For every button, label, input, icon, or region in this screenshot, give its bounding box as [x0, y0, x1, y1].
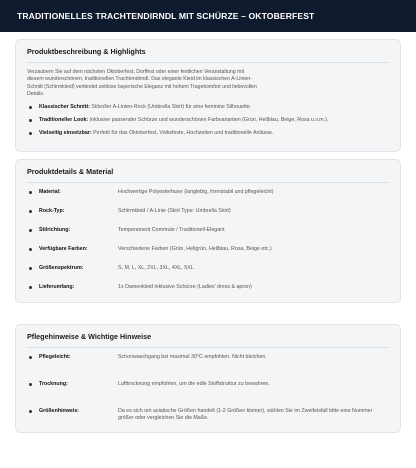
care-value: Schonwaschgang bei maximal 30°C empfohlen. Nicht bleichen.	[118, 354, 267, 361]
details-title: Produktdetails & Material	[27, 167, 114, 177]
care-row-size-note	[27, 408, 389, 422]
detail-value: 1x Damenkleid inklusive Schürze (Ladies' dress & apron)	[118, 284, 252, 291]
bullet-icon	[29, 267, 32, 270]
detail-value: Verschiedene Farben (Grün, Hellgrün, Hellblau, Rosa, Beige etc.)	[118, 246, 272, 253]
description-intro: Verzaubern Sie auf dem nächsten Oktoberfest, Dorffest oder einer festlichen Veranstaltung mit diesem wunderschönen, traditionellen Trachtendirndl. Das elegante Kleid im klassischen A-Linien-Schnitt (Schirmkleid) verbindet zeitlose bayerische Eleganz mit hohem Tragekomfort und liebevollen Details.	[27, 69, 257, 97]
bullet-icon	[29, 210, 32, 213]
highlight-text: Perfekt für das Oktoberfest, Volksfeste, Hochzeiten und traditionelle Anlässe.	[93, 130, 274, 137]
bullet-icon	[29, 383, 32, 386]
detail-value: Temperament Commute / Traditionell-Elegant	[118, 227, 225, 234]
bullet-icon	[29, 248, 32, 251]
care-divider	[27, 347, 389, 348]
page-title: TRADITIONELLES TRACHTENDIRNDL MIT SCHÜRZE – OKTOBERFEST	[17, 11, 315, 21]
detail-row-skirt-type	[27, 208, 389, 215]
details-divider	[27, 182, 389, 183]
bullet-icon	[29, 191, 32, 194]
detail-value: S, M, L, XL, 2XL, 3XL, 4XL, 5XL	[118, 265, 194, 272]
care-row-drying	[27, 381, 389, 388]
description-card	[15, 39, 401, 152]
detail-row-colors	[27, 246, 389, 253]
care-value: Da es sich um asiatische Größen handelt (1-2 Größen kleiner), wählen Sie im Zweifelsfall bitte eine Nummer größer oder vergleichen Sie die Maße.	[118, 408, 373, 422]
care-label: Pflegeleicht:	[39, 354, 71, 361]
care-card	[15, 324, 401, 433]
highlight-item	[27, 130, 389, 137]
bullet-icon	[29, 229, 32, 232]
section-spacer	[15, 310, 401, 324]
detail-row-sizes	[27, 265, 389, 272]
bullet-icon	[29, 410, 32, 413]
detail-label: Verfügbare Farben:	[39, 246, 88, 253]
care-label: Größenhinweis:	[39, 408, 80, 415]
highlight-label: Traditioneller Look:	[39, 117, 89, 124]
detail-row-delivery	[27, 284, 389, 291]
highlight-item	[27, 117, 389, 124]
description-title: Produktbeschreibung & Highlights	[27, 47, 146, 56]
detail-value: Schirmkleid / A-Linie (Skirt Type: Umbrella Skirt)	[118, 208, 231, 215]
highlight-text: Inklusive passender Schürze und wunderschönen Farbvarianten (Grün, Hellblau, Beige, Rosa u.v.m.).	[89, 117, 329, 124]
highlight-label: Klassischer Schnitt:	[39, 104, 90, 111]
detail-row-style	[27, 227, 389, 234]
care-label: Trocknung:	[39, 381, 68, 388]
detail-row-material	[27, 189, 389, 196]
details-card	[15, 159, 401, 303]
care-row-washing	[27, 354, 389, 361]
page-content	[0, 32, 416, 433]
highlight-label: Vielseitig einsetzbar:	[39, 130, 92, 137]
bullet-icon	[29, 119, 32, 122]
detail-label: Rock-Typ:	[39, 208, 65, 215]
page-header	[0, 0, 416, 32]
care-title: Pflegehinweise & Wichtige Hinweise	[27, 332, 152, 342]
description-divider	[27, 62, 389, 63]
highlights-list	[27, 104, 389, 137]
bullet-icon	[29, 106, 32, 109]
detail-value: Hochwertige Polyesterfaser (langlebig, formstabil und pflegeleicht)	[118, 189, 274, 196]
detail-label: Größenspektrum:	[39, 265, 84, 272]
bullet-icon	[29, 356, 32, 359]
bullet-icon	[29, 286, 32, 289]
detail-label: Lieferumfang:	[39, 284, 75, 291]
care-list	[27, 354, 389, 422]
highlight-item	[27, 104, 389, 111]
care-value: Lufttrocknung empfohlen, um die edle Stoffstruktur zu bewahren.	[118, 381, 270, 388]
detail-label: Material:	[39, 189, 61, 196]
highlight-text: Stilvoller A-Linien-Rock (Umbrella Skirt) für eine feminine Silhouette.	[91, 104, 252, 111]
details-list	[27, 189, 389, 291]
bullet-icon	[29, 132, 32, 135]
detail-label: Stilrichtung:	[39, 227, 71, 234]
